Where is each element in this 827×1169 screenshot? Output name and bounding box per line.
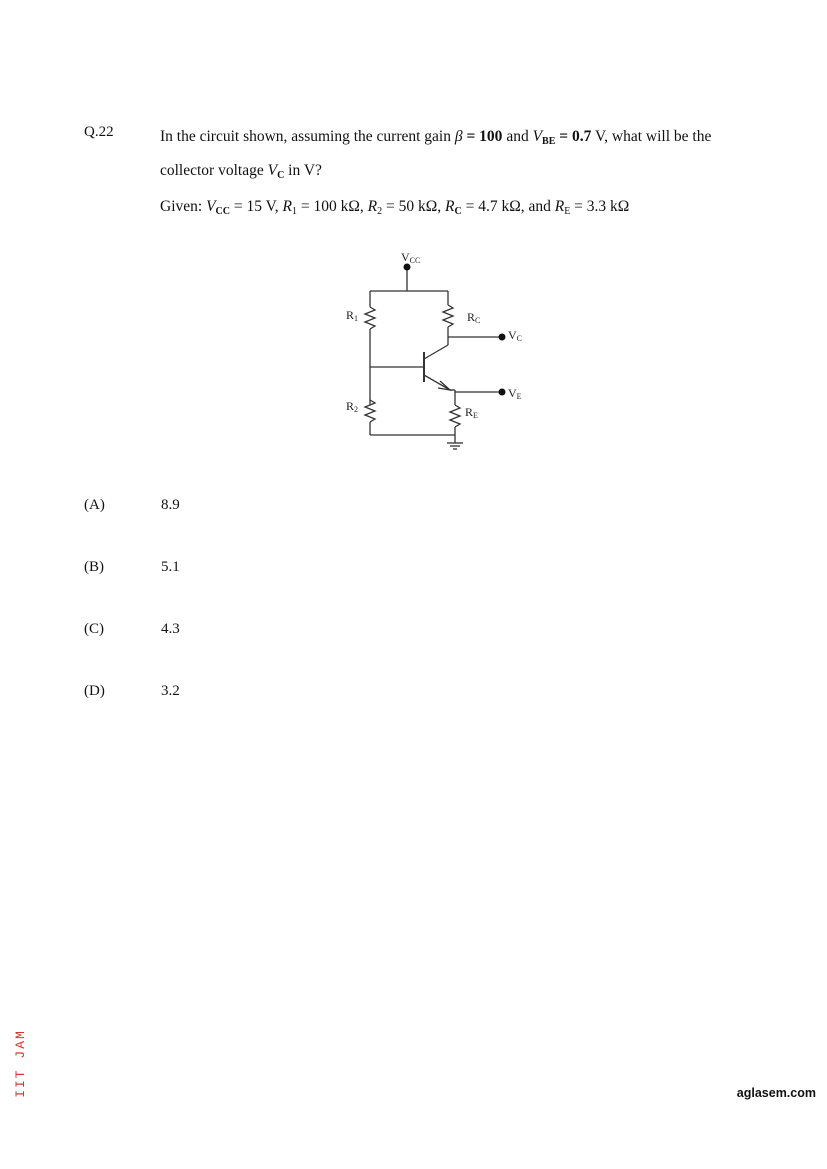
given-prefix: Given:: [160, 198, 207, 215]
vcc-subscript: CC: [215, 206, 230, 217]
vc-terminal: [499, 334, 506, 341]
label-vcc: V: [401, 250, 410, 264]
label-rc: R: [467, 310, 476, 324]
r1-symbol: R: [282, 198, 292, 215]
ve-terminal: [499, 389, 506, 396]
label-r2-sub: 2: [354, 405, 359, 414]
re-value: = 3.3 kΩ: [570, 198, 630, 215]
question-number: Q.22: [84, 124, 114, 140]
r1-subscript: 1: [292, 206, 297, 217]
beta-symbol: β: [454, 128, 463, 145]
vc-subscript: C: [277, 170, 285, 181]
given-values: [160, 198, 629, 217]
vbe-symbol: V: [532, 128, 543, 145]
question-text-part2: and: [502, 128, 533, 145]
re-symbol: R: [554, 198, 565, 215]
r2-symbol: R: [367, 198, 378, 215]
vc-symbol: V: [267, 162, 278, 179]
label-re-sub: E: [473, 411, 478, 420]
side-watermark: [8, 1030, 38, 1100]
option-d-label: (D): [84, 683, 105, 699]
svg-text:RE: [465, 405, 478, 420]
brand-footer: aglasem.com: [736, 1086, 816, 1100]
vbe-value: = 0.7: [555, 128, 592, 145]
label-r1-sub: 1: [354, 314, 359, 323]
svg-text:R2: [346, 399, 358, 414]
rc-subscript: C: [454, 206, 462, 217]
option-d-value: 3.2: [161, 683, 180, 699]
rc-resistor: [443, 305, 453, 327]
r2-subscript: 2: [377, 206, 383, 217]
rc-value: = 4.7 kΩ, and: [461, 198, 555, 215]
svg-text:RC: [467, 310, 480, 325]
option-c-label: (C): [84, 621, 104, 637]
label-vcc-sub: CC: [409, 256, 421, 265]
vcc-symbol: V: [206, 198, 216, 215]
svg-text:VCC: [401, 250, 420, 265]
option-a-value: 8.9: [161, 497, 180, 513]
svg-text:R1: [346, 308, 358, 323]
re-resistor: [450, 405, 460, 427]
label-r1: R: [346, 308, 355, 322]
label-vc-sub: C: [516, 334, 523, 343]
label-rc-sub: C: [475, 316, 481, 325]
label-re: R: [465, 405, 474, 419]
vbe-subscript: BE: [542, 136, 556, 147]
option-c-value: 4.3: [161, 621, 180, 637]
r2-value: = 50 kΩ,: [382, 198, 445, 215]
question-text-part4: in V?: [284, 162, 322, 179]
side-watermark-text: IIT JAM: [12, 1029, 28, 1098]
vcc-value: = 15 V,: [229, 198, 283, 215]
re-subscript: E: [564, 206, 571, 217]
rc-symbol: R: [445, 198, 455, 215]
svg-text:VC: [508, 328, 522, 343]
r1-value: = 100 kΩ,: [297, 198, 368, 215]
option-a-label: (A): [84, 497, 105, 513]
question-text-part1: In the circuit shown, assuming the current gain: [160, 128, 455, 145]
option-b-label: (B): [84, 559, 104, 575]
question-text-part3: V, what will be the collector voltage: [160, 128, 712, 179]
label-ve-sub: E: [516, 392, 522, 401]
label-ve: V: [508, 386, 517, 400]
option-b-value: 5.1: [161, 559, 180, 575]
beta-value: = 100: [462, 128, 503, 145]
transistor-circuit-diagram: [330, 245, 530, 455]
question-text: [160, 122, 760, 190]
label-vc: V: [508, 328, 517, 342]
r1-resistor: [365, 307, 375, 329]
svg-text:VE: [508, 386, 522, 401]
label-r2: R: [346, 399, 355, 413]
